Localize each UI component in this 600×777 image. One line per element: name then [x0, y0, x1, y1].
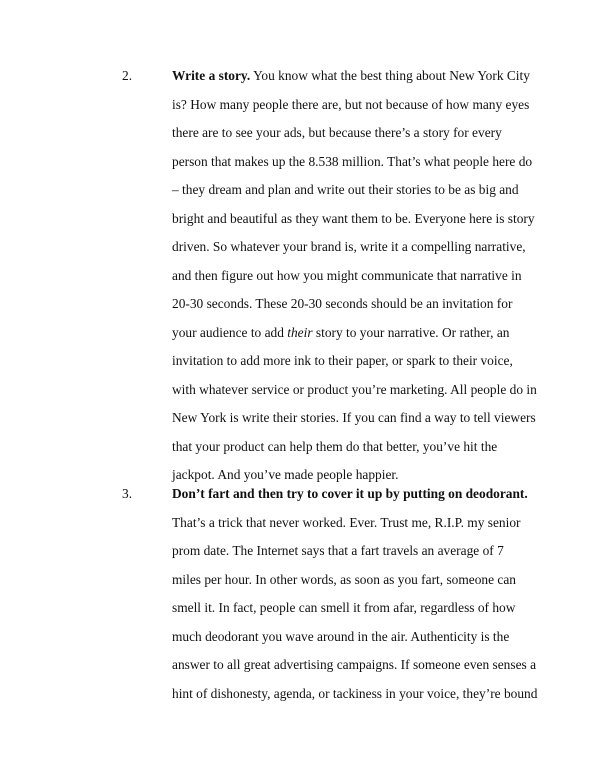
body-text: your audience to add — [172, 324, 288, 340]
body-text: story to your narrative. Or rather, an — [312, 324, 510, 340]
text-line — [172, 680, 538, 709]
text-line — [172, 262, 530, 291]
body-text: answer to all great advertising campaigns. If someone even senses a — [172, 657, 537, 672]
text-line — [172, 290, 530, 319]
body-text: – they dream and plan and write out their stories to be as big and — [172, 182, 519, 197]
text-line — [172, 205, 535, 234]
body-text: jackpot. And you’ve made people happier. — [172, 467, 399, 482]
bold-heading-text: Write a story. — [172, 68, 251, 83]
text-line — [172, 651, 537, 680]
text-line — [172, 433, 530, 462]
body-text: miles per hour. In other words, as soon as you fart, someone can — [172, 571, 516, 587]
text-line — [172, 623, 530, 652]
list-item-body — [172, 62, 537, 490]
body-text: that your product can help them do that better, you’ve hit the — [172, 438, 498, 454]
body-text: is? How many people there are, but not because of how many eyes — [172, 96, 530, 112]
list-item-number: 3. — [122, 486, 133, 501]
text-line — [172, 62, 530, 91]
list-item-body — [172, 480, 538, 708]
text-line — [172, 594, 530, 623]
text-line — [172, 176, 530, 205]
text-line — [172, 119, 530, 148]
text-line — [172, 347, 530, 376]
bold-heading-text: Don’t fart and then try to cover it up by putting on deodorant. — [172, 486, 528, 501]
body-text: there are to see your ads, but because there’s a story for every — [172, 125, 502, 140]
body-text: You know what the best thing about New York City — [250, 68, 530, 83]
text-line — [172, 480, 530, 509]
text-line — [172, 404, 536, 433]
body-text: with whatever service or product you’re marketing. All people do in — [172, 381, 537, 397]
text-line — [172, 91, 530, 120]
body-text: 20-30 seconds. These 20-30 seconds should be an invitation for — [172, 296, 513, 311]
body-text: hint of dishonesty, agenda, or tackiness in your voice, they’re bound — [172, 685, 538, 701]
body-text: and then figure out how you might communicate that narrative in — [172, 267, 522, 283]
text-line — [172, 148, 533, 177]
body-text: invitation to add more ink to their paper, or spark to their voice, — [172, 353, 513, 368]
emphasis-text: their — [287, 324, 313, 340]
text-line — [172, 319, 530, 348]
text-line — [172, 233, 530, 262]
text-line — [172, 509, 530, 538]
body-text: driven. So whatever your brand is, write it a compelling narrative, — [172, 239, 526, 254]
body-text: prom date. The Internet says that a fart travels an average of 7 — [172, 543, 504, 558]
text-line — [172, 537, 530, 566]
text-line — [172, 376, 537, 405]
body-text: much deodorant you wave around in the air. Authenticity is the — [172, 628, 510, 644]
body-text: person that makes up the 8.538 million. That’s what people here do — [172, 153, 533, 169]
body-text: That’s a trick that never worked. Ever. Trust me, R.I.P. my senior — [172, 514, 521, 530]
body-text: New York is write their stories. If you can find a way to tell viewers — [172, 410, 536, 425]
text-line — [172, 566, 530, 595]
list-item-number: 2. — [122, 68, 133, 83]
body-text: smell it. In fact, people can smell it from afar, regardless of how — [172, 600, 516, 615]
body-text: bright and beautiful as they want them to be. Everyone here is story — [172, 210, 535, 226]
